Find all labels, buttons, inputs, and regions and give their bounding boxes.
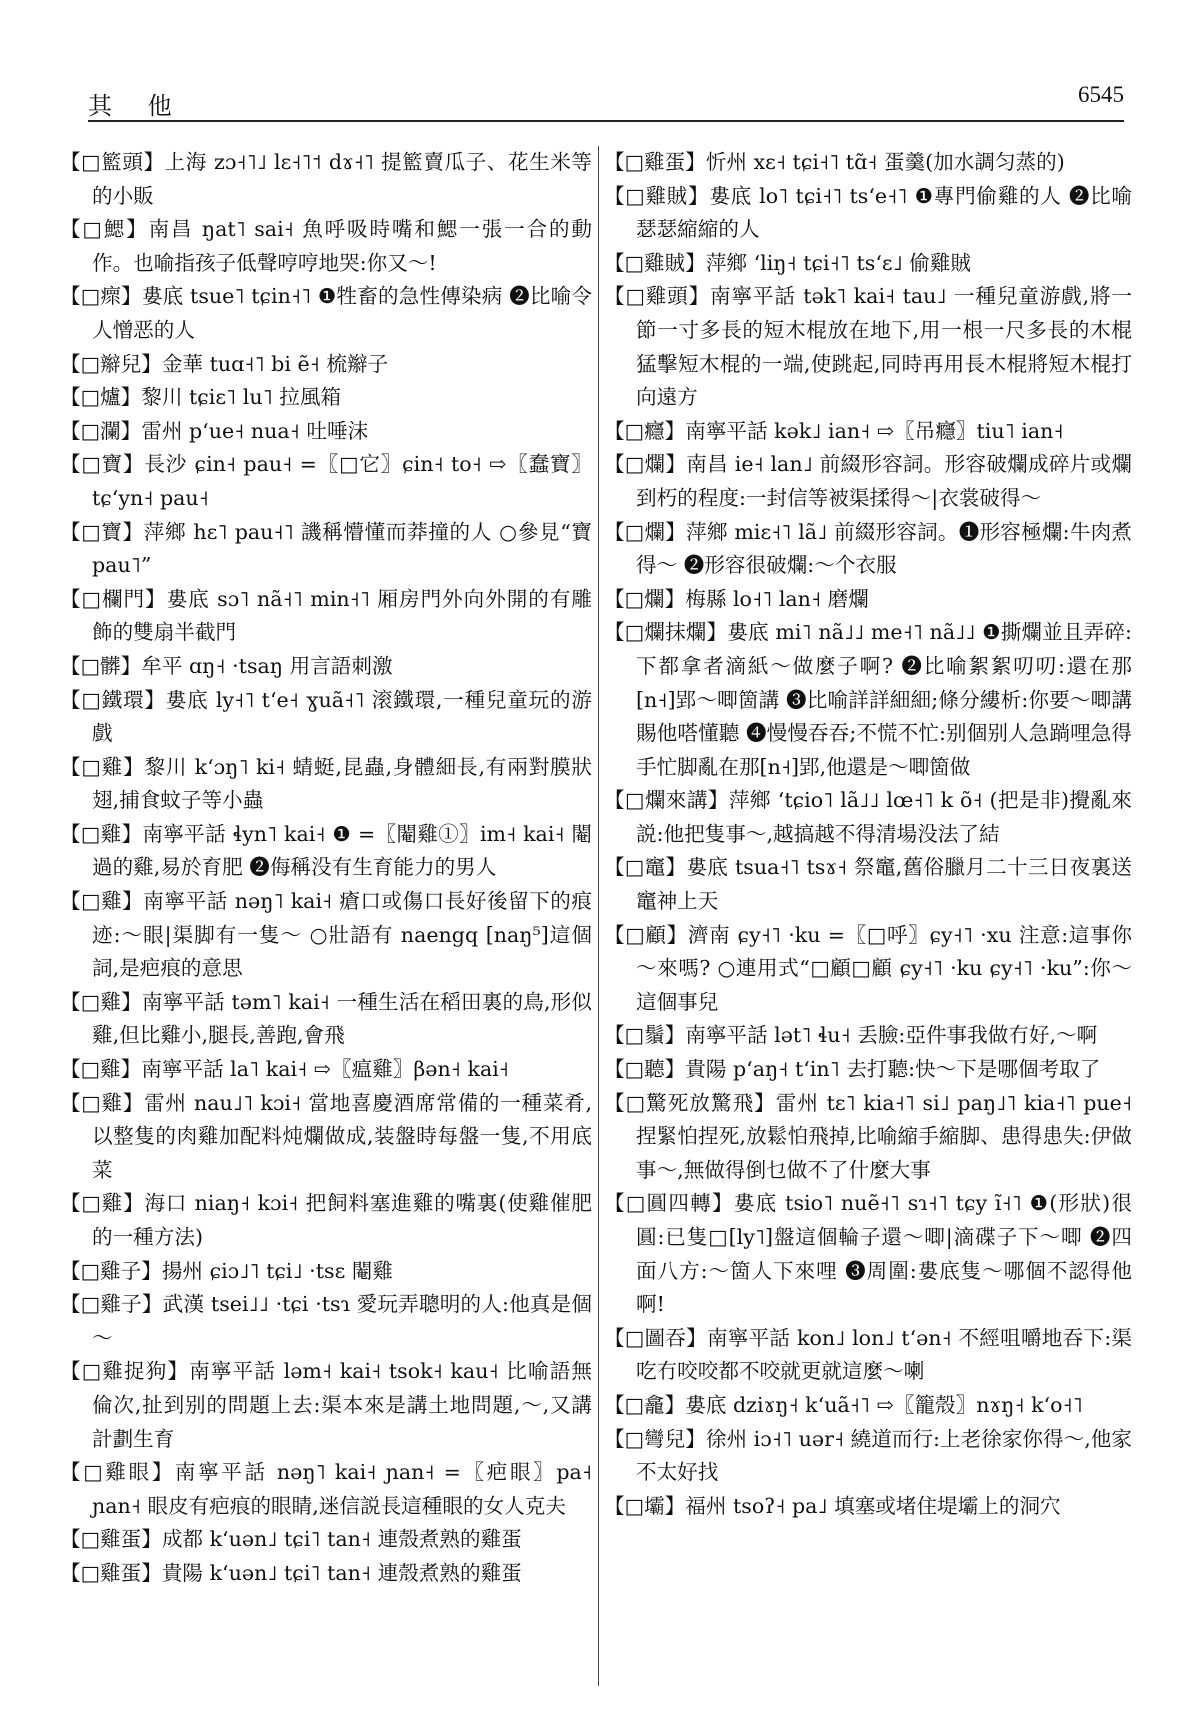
section-title: 其 他 (88, 92, 186, 120)
dictionary-entry: 【□龕】婁底 dziɤŋ˧ kʻuã˧˥ ⇨〖籠殼〗nɤŋ˧ kʻo˧˥ (604, 1392, 1083, 1417)
dictionary-entry: 【□雞頭】南寧平話 tək˥ kai˧ tau˩ 一種兒童游戲,將一節一寸多長的短木棍放在地下,用一根一尺多長的木棍猛擊短木棍的一端,使跳起,同時再用長木棍將短木棍打向遠方 (604, 284, 1132, 410)
dictionary-entry: 【□爛來講】萍鄉 ʻtɕio˥ lã˩˩ lœ˧˥ k õ˧ (把是非)攪亂來説:他把隻事～,越搞越不得清場没法了結 (604, 788, 1132, 846)
dictionary-entry: 【□寶】長沙 ɕin˧ pau˧ =〖□它〗ɕin˧ to˧ ⇨〖蠢寶〗tɕʻyn˧ pau˧ (60, 452, 592, 510)
dictionary-entry: 【□瘝】婁底 tsue˥ tɕin˧˥ ❶牲畜的急性傳染病 ❷比喻令人憎恶的人 (60, 284, 592, 342)
dictionary-entry: 【□雞蛋】成都 kʻuən˩ tɕi˥ tan˧ 連殼煮熟的雞蛋 (60, 1527, 522, 1552)
dictionary-entry: 【□鰓】南昌 ŋat˥ sai˧ 魚呼吸時嘴和鰓一張一合的動作。也喻指孩子低聲哼哼地哭:你又～! (60, 217, 592, 275)
dictionary-entry: 【□雞】南寧平話 nəŋ˥ kai˧ 瘡口或傷口長好後留下的痕迹:～眼|渠脚有一隻～ ○壯語有 naengq [naŋ⁵]這個詞,是疤痕的意思 (60, 889, 592, 981)
dictionary-entry: 【□髒】牟平 ɑŋ˧ ·tsaŋ 用言語刺激 (60, 653, 393, 678)
right-column (604, 146, 1132, 1686)
page-number: 6545 (1078, 82, 1124, 107)
dictionary-entry: 【□雞子】揚州 ɕiɔ˩˥ tɕi˩ ·tsɛ 閹雞 (60, 1258, 393, 1283)
dictionary-entry: 【□雞捉狗】南寧平話 ləm˧ kai˧ tsok˧ kau˧ 比喻語無倫次,扯到别的問題上去:渠本來是講土地問題,～,又講計劃生育 (60, 1359, 592, 1451)
dictionary-entry: 【□寶】萍鄉 hɛ˥ pau˧˥ 譏稱懵懂而莽撞的人 ○參見“寶 pau˥” (60, 519, 592, 578)
dictionary-entry: 【□鐵環】婁底 ly˧˥ tʻe˧ ɣuã˧˥ 滚鐵環,一種兒童玩的游戲 (60, 687, 592, 746)
dictionary-entry: 【□彎兒】徐州 iɔ˧˥ uər˧ 繞道而行:上老徐家你得～,他家不太好找 (604, 1426, 1132, 1485)
dictionary-entry: 【□圓四轉】婁底 tsio˥ nuẽ˧˥ sɿ˧˥ tɕy ĩ˧˥ ❶(形狀)很圓:已隻□[ly˥]盤這個輪子還～唧|滴碟子下～唧 ❷四面八方:～箇人下來哩 ❸周圍:婁底隻～哪個不認得他啊! (604, 1191, 1132, 1317)
dictionary-entry: 【□欄門】婁底 sɔ˥ nã˧˥ min˧˥ 厢房門外向外開的有雕飾的雙扇半截門 (60, 586, 592, 645)
dictionary-entry: 【□雞子】武漢 tsei˩˩ ·tɕi ·tsɿ 愛玩弄聰明的人:他真是個～ (60, 1292, 592, 1350)
dictionary-entry: 【□鬚】南寧平話 lət˥ ɬu˧ 丢臉:亞件事我做冇好,～啊 (604, 1023, 1098, 1048)
dictionary-entry: 【□雞賊】萍鄉 ʻliŋ˧ tɕi˧˥ tsʻɛ˩ 偷雞賊 (604, 250, 972, 275)
dictionary-entry: 【□雞蛋】忻州 xɛ˧ tɕi˧˥ tɑ̃˧ 蛋羹(加水調匀蒸的) (604, 150, 1065, 174)
dictionary-entry: 【□爛抹爛】婁底 mi˥ nã˩˩ me˧˥ nã˩˩ ❶撕爛並且弄碎:下都拿者滴紙～做麼子啊? ❷比喻絮絮叨叨:還在那[n˧]郢～唧箇講 ❸比喻詳詳細細;條分縷析:你要～唧講賜他嗒懂聽 ❹慢慢吞吞;不慌不忙:别個别人急䠀哩急得手忙脚亂在那[n˧]郢,他還是～唧箇做 (604, 620, 1132, 779)
dictionary-entry: 【□辮兒】金華 tuɑ˧˥ bi ẽ˧ 梳辮子 (60, 351, 389, 376)
dictionary-entry: 【□雞】南寧平話 la˥ kai˧ ⇨〖瘟雞〗βən˧ kai˧ (60, 1057, 509, 1082)
dictionary-entry: 【□雞】雷州 nau˩˥ kɔi˧ 當地喜慶酒席常備的一種菜肴,以整隻的肉雞加配料炖爛做成,装盤時每盤一隻,不用底菜 (60, 1090, 592, 1182)
dictionary-entry: 【□爐】黎川 tɕiɛ˥ lu˥ 拉風箱 (60, 385, 342, 410)
header-rule (88, 120, 1124, 122)
dictionary-entry: 【□爛】梅縣 lo˧˥ lan˧ 磨爛 (604, 586, 869, 611)
dictionary-entry: 【□聽】貴陽 pʻaŋ˧ tʻin˥ 去打聽:快～下是哪個考取了 (604, 1057, 1101, 1082)
dictionary-entry: 【□籃頭】上海 zɔ˧˥˩ lɛ˧˥˦ dɤ˧˥ 提籃賣瓜子、花生米等的小販 (60, 150, 592, 208)
dictionary-entry: 【□雞蛋】貴陽 kʻuən˩ tɕi˥ tan˧ 連殼煮熟的雞蛋 (60, 1560, 522, 1585)
dictionary-entry: 【□雞眼】南寧平話 nəŋ˥ kai˧ ɲan˧ =〖疤眼〗pa˧ ɲan˧ 眼皮有疤痕的眼睛,迷信説長這種眼的女人克夫 (60, 1460, 592, 1518)
dictionary-entry: 【□雞】南寧平話 təm˥ kai˧ 一種生活在稻田裏的鳥,形似雞,但比雞小,腿長,善跑,會飛 (60, 989, 592, 1048)
dictionary-entry: 【□雞】黎川 kʻɔŋ˥ ki˧ 蜻蜓,昆蟲,身體細長,有兩對膜狀翅,捕食蚊子等小蟲 (60, 754, 592, 813)
dictionary-entry: 【□顧】濟南 ɕy˧˥ ·ku =〖□呼〗ɕy˧˥ ·xu 注意:這事你～來嗎? ○連用式“□顧□顧 ɕy˧˥ ·ku ɕy˧˥ ·ku”:你～這個事兒 (604, 922, 1132, 1014)
page-header (88, 82, 1124, 120)
left-column (60, 146, 592, 1686)
dictionary-entry: 【□圖吞】南寧平話 kon˩ lon˩ tʻən˧ 不經咀嚼地吞下:渠吃冇咬咬都不咬就更就這麼～喇 (604, 1325, 1132, 1384)
dictionary-entry: 【□瀾】雷州 pʻue˧ nua˧ 吐唾沫 (60, 418, 369, 443)
dictionary-entry: 【□驚死放驚飛】雷州 tɛ˥ kia˧˥ si˩ paŋ˩˥ kia˧˥ pue˧ 捏緊怕捏死,放鬆怕飛掉,比喻縮手縮脚、患得患失:伊做事～,無做得倒乜做不了什麼大事 (604, 1090, 1132, 1182)
dictionary-entry: 【□雞】海口 niaŋ˧ kɔi˧ 把飼料塞進雞的嘴裏(使雞催肥的一種方法) (60, 1191, 592, 1249)
dictionary-entry: 【□壩】福州 tsoʔ˧ pa˩ 填塞或堵住堤壩上的洞穴 (604, 1493, 1061, 1518)
dictionary-entry: 【□爛】南昌 ie˧ lan˩ 前綴形容詞。形容破爛成碎片或爛到朽的程度:一封信等被渠揉得～|衣裳破得～ (604, 452, 1132, 510)
dictionary-entry: 【□爛】萍鄉 miɛ˧˥ lã˩ 前綴形容詞。❶形容極爛:牛肉煮得～ ❷形容很破爛:～个衣服 (604, 519, 1132, 578)
dictionary-entry: 【□癮】南寧平話 kək˩ ian˧ ⇨〖吊癮〗tiu˥ ian˧ (604, 418, 1064, 443)
dictionary-entry: 【□竈】婁底 tsua˧˥ tsɤ˧ 祭竈,舊俗臘月二十三日夜裏送竈神上天 (604, 855, 1132, 914)
column-divider (598, 146, 599, 1686)
dictionary-entry: 【□雞】南寧平話 ɬyn˥ kai˧ ❶ =〖閹雞①〗im˧ kai˧ 閹過的雞,易於育肥 ❷侮稱没有生育能力的男人 (60, 821, 592, 880)
dictionary-entry: 【□雞賊】婁底 lo˥ tɕi˧˥ tsʻe˧˥ ❶專門偷雞的人 ❷比喻瑟瑟縮縮的人 (604, 183, 1132, 242)
